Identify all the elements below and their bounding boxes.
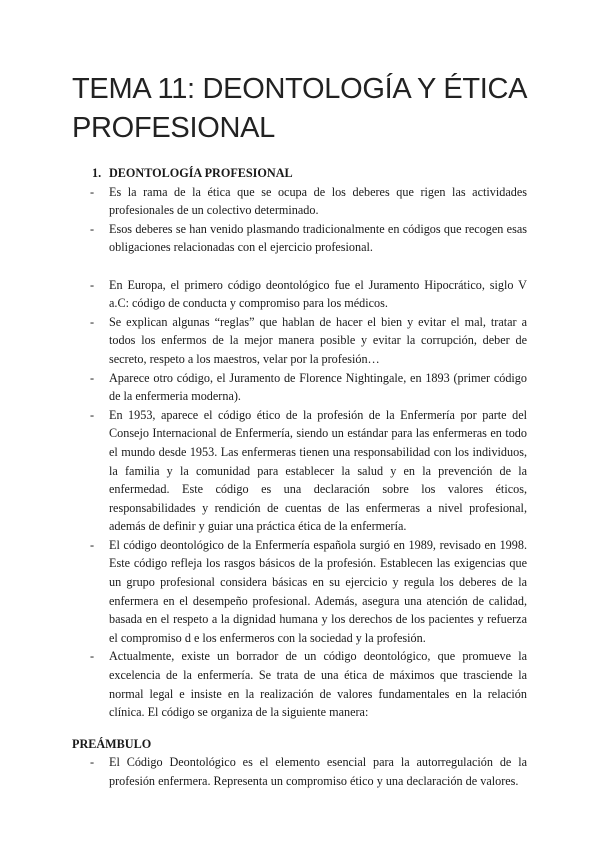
bullet-list-intro (72, 183, 527, 257)
list-item: - Actualmente, existe un borrador de un código deontológico, que promueve la excelencia de la enfermería. Se trata de una ética de máximos que trasciende la normal legal e insiste en la realización de valores fundamentales en la relación clínica. El código se organiza de la siguiente manera: (72, 647, 527, 721)
paragraph-spacer (72, 257, 527, 276)
list-item: - El Código Deontológico es el elemento esencial para la autorregulación de la profesión enfermera. Representa un compromiso ético y una declaración de valores. (72, 753, 527, 790)
list-item: - En Europa, el primero código deontológico fue el Juramento Hipocrático, siglo V a.C: código de conducta y compromiso para los médicos. (72, 276, 527, 313)
section-heading (72, 164, 527, 183)
bullet-list-history (72, 276, 527, 722)
list-item: - El código deontológico de la Enfermería española surgió en 1989, revisado en 1998. Este código refleja los rasgos básicos de la profesión. Establecen las exigencias que un grupo profesional considera básicas en su ejercicio y regula los deberes de la enfermera en el desempeño profesional. Además, asegura una atención de calidad, basada en el respeto a la dignidad humana y los derechos de los pacientes y refuerza el compromiso d e los enfermeros con la sociedad y la profesión. (72, 536, 527, 648)
section-heading-text: DEONTOLOGÍA PROFESIONAL (109, 166, 293, 180)
document-body (72, 164, 527, 791)
section-number: 1. (92, 166, 102, 180)
list-item: - Esos deberes se han venido plasmando tradicionalmente en códigos que recogen esas obligaciones relacionadas con el ejercicio profesional. (72, 220, 527, 257)
list-item: - En 1953, aparece el código ético de la profesión de la Enfermería por parte del Consejo Internacional de Enfermería, siendo un estándar para las enfermeras en todo el mundo desde 1953. Las enfermeras tienen una responsabilidad con los individuos, la familia y la comunidad para establecer la salud y en la prevención de la enfermedad. Este código es una declaración sobre los valores éticos, responsabilidades y rendición de cuentas de las enfermeras a nivel profesional, además de definir y guiar una práctica ética de la enfermería. (72, 406, 527, 536)
bullet-list-preambulo (72, 753, 527, 790)
preambulo-heading: PREÁMBULO (72, 736, 152, 751)
page-title: TEMA 11: DEONTOLOGÍA Y ÉTICA PROFESIONAL (72, 73, 526, 144)
list-item: - Es la rama de la ética que se ocupa de los deberes que rigen las actividades profesionales de un colectivo determinado. (72, 183, 527, 220)
list-item: - Aparece otro código, el Juramento de Florence Nightingale, en 1893 (primer código de la enfermeria moderna). (72, 369, 527, 406)
list-item: - Se explican algunas “reglas” que hablan de hacer el bien y evitar el mal, tratar a todos los enfermos de la mejor manera posible y evitar la corrupción, deber de secreto, respeto a los maestros, velar por la profesión… (72, 313, 527, 369)
